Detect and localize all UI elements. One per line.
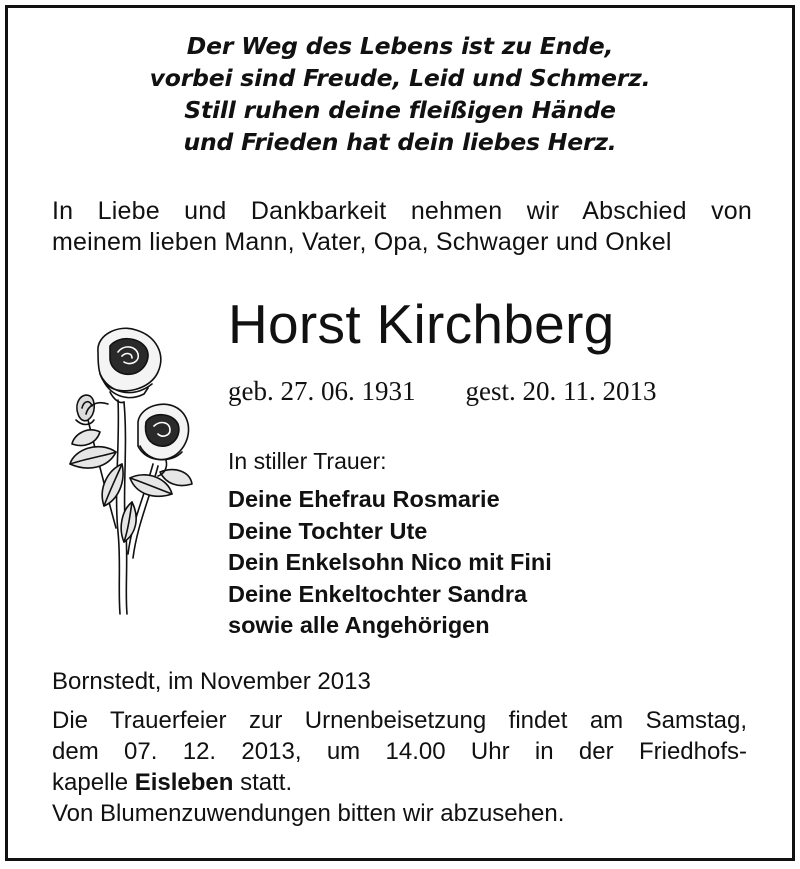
death-date: gest. 20. 11. 2013 (465, 376, 657, 406)
poem-line: Der Weg des Lebens ist zu Ende, (186, 32, 614, 60)
deceased-name: Horst Kirchberg (228, 293, 615, 355)
farewell-intro (52, 196, 752, 258)
mourner-item: Deine Ehefrau Rosmarie (228, 486, 500, 512)
notice-text: kapelle (52, 769, 135, 796)
life-dates (228, 374, 656, 408)
place-and-date: Bornstedt, im November 2013 (52, 668, 371, 695)
mourners-list (228, 484, 552, 642)
notice-line (52, 767, 747, 798)
poem-line: vorbei sind Freude, Leid und Schmerz. (149, 64, 651, 92)
notice-line: Von Blumenzuwendungen bitten wir abzusehen. (52, 800, 565, 827)
ceremony-notice (52, 705, 747, 829)
ceremony-location: Eisleben (134, 769, 234, 796)
notice-text: statt. (233, 769, 293, 796)
mourner-item: Deine Tochter Ute (228, 517, 428, 544)
intro-line: meinem lieben Mann, Vater, Opa, Schwager und Onkel (52, 228, 672, 256)
poem-line: Still ruhen deine fleißigen Hände (184, 96, 616, 124)
notice-line: Die Trauerfeier zur Urnenbeisetzung findet am Samstag, (52, 707, 747, 734)
mourning-heading: In stiller Trauer: (228, 448, 387, 474)
mourner-item: sowie alle Angehörigen (228, 612, 490, 638)
poem-line: und Frieden hat dein liebes Herz. (183, 128, 617, 156)
rose-icon (48, 322, 198, 622)
birth-date: geb. 27. 06. 1931 (228, 376, 416, 406)
intro-line: In Liebe und Dankbarkeit nehmen wir Abschied von (52, 197, 752, 225)
mourner-item: Deine Enkeltochter Sandra (228, 580, 528, 607)
mourner-item: Dein Enkelsohn Nico mit Fini (228, 549, 552, 575)
memorial-poem (0, 30, 800, 158)
notice-line: dem 07. 12. 2013, um 14.00 Uhr in der Friedhofs- (52, 738, 747, 765)
